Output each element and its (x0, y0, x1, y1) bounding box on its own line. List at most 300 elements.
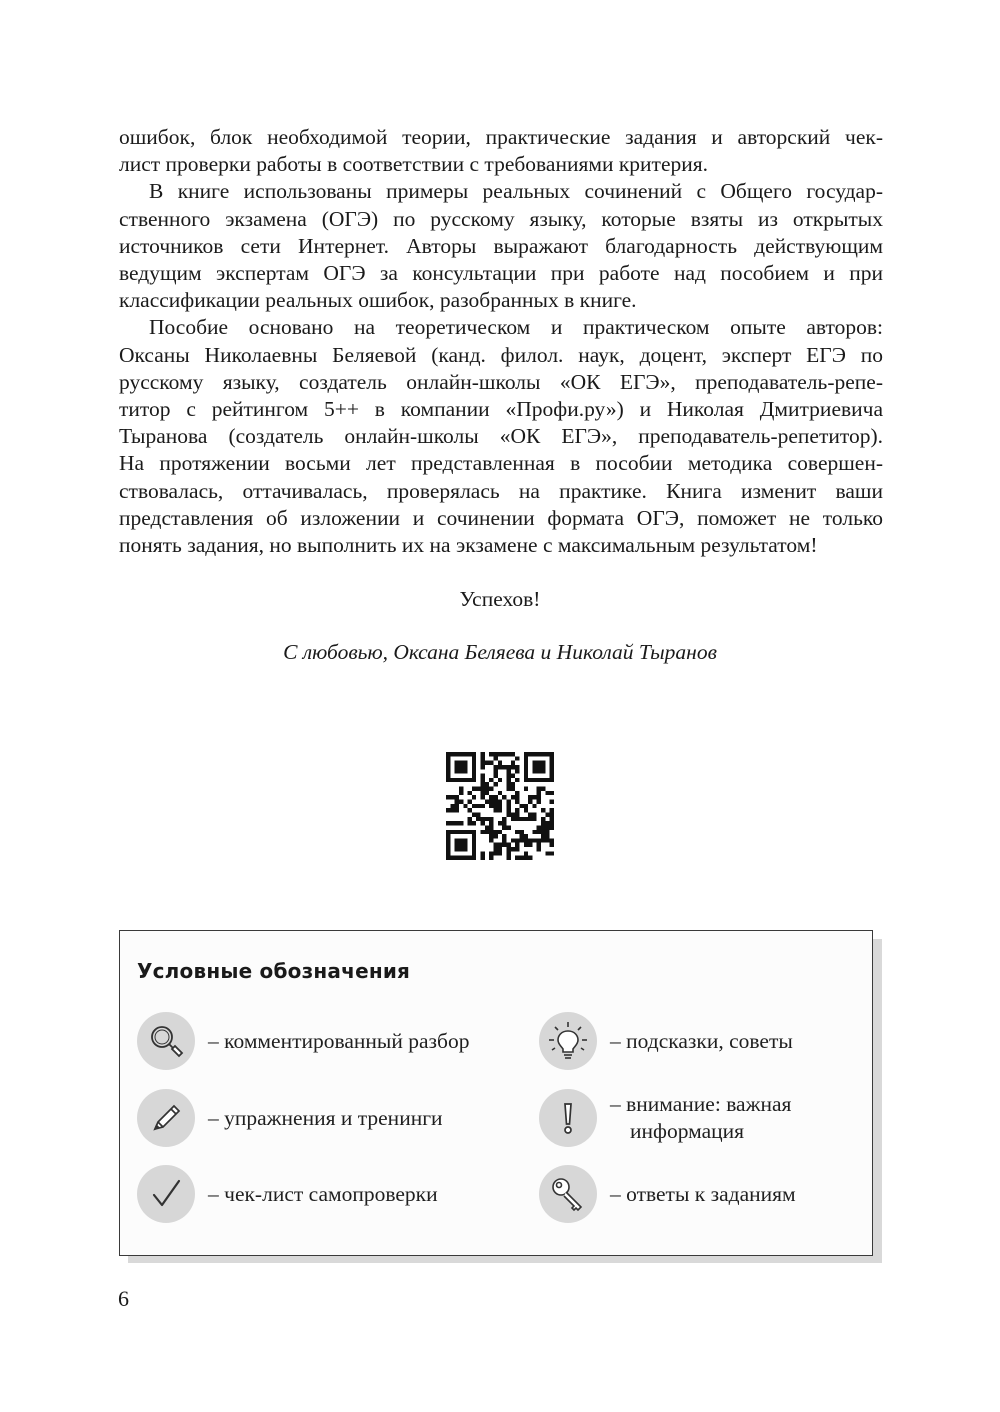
qr-module (506, 752, 510, 756)
qr-module (468, 778, 472, 782)
qr-module (515, 817, 519, 821)
qr-module (472, 821, 476, 825)
legend-item-exercises (137, 1089, 443, 1147)
qr-module (489, 761, 493, 765)
qr-module (528, 843, 532, 847)
qr-module (472, 856, 476, 860)
qr-module (446, 769, 450, 773)
qr-module (506, 856, 510, 860)
qr-module (524, 838, 528, 842)
qr-module (472, 756, 476, 760)
qr-module (468, 830, 472, 834)
qr-module (502, 825, 506, 829)
qr-module (494, 843, 498, 847)
qr-module (532, 769, 536, 773)
signature: С любовью, Оксана Беляева и Николай Тыранов (283, 640, 717, 664)
qr-module (519, 834, 523, 838)
qr-module (463, 804, 467, 808)
qr-module (485, 787, 489, 791)
qr-module (472, 778, 476, 782)
qr-module (446, 752, 450, 756)
qr-module (455, 808, 459, 812)
qr-module (472, 847, 476, 851)
qr-module (498, 800, 502, 804)
qr-module (455, 752, 459, 756)
qr-module (532, 817, 536, 821)
qr-module (455, 847, 459, 851)
qr-module (459, 778, 463, 782)
legend-item-attention (539, 1089, 791, 1147)
qr-module (541, 761, 545, 765)
text-line: лист проверки работы в соответствии с требованиями критерия. (119, 152, 709, 177)
qr-module (545, 851, 549, 855)
qr-module (455, 765, 459, 769)
qr-module (489, 830, 493, 834)
qr-module (524, 808, 528, 812)
qr-module (459, 800, 463, 804)
qr-module (545, 752, 549, 756)
qr-module (532, 761, 536, 765)
qr-module (502, 795, 506, 799)
qr-module (446, 838, 450, 842)
qr-module (472, 787, 476, 791)
qr-module (541, 838, 545, 842)
qr-module (524, 851, 528, 855)
qr-module (463, 856, 467, 860)
text-line: классификации реальных ошибок, разобранных в книге. (119, 288, 637, 313)
qr-module (506, 812, 510, 816)
qr-module (494, 795, 498, 799)
qr-module (468, 800, 472, 804)
qr-module (446, 851, 450, 855)
qr-module (459, 856, 463, 860)
qr-module (550, 778, 554, 782)
qr-module (455, 843, 459, 847)
qr-module (515, 847, 519, 851)
qr-module (511, 787, 515, 791)
qr-module (528, 838, 532, 842)
legend-title: Условные обозначения (137, 959, 411, 983)
qr-module (511, 761, 515, 765)
qr-module (537, 769, 541, 773)
qr-module (498, 778, 502, 782)
qr-module (472, 804, 476, 808)
qr-module (455, 795, 459, 799)
qr-module (545, 791, 549, 795)
qr-module (550, 800, 554, 804)
qr-module (446, 765, 450, 769)
qr-module (515, 791, 519, 795)
qr-module (455, 856, 459, 860)
legend-label: – чек-лист самопроверки (208, 1181, 438, 1206)
qr-module (489, 752, 493, 756)
legend-label: – подсказки, советы (610, 1028, 793, 1053)
qr-module (446, 834, 450, 838)
qr-module (537, 761, 541, 765)
qr-module (502, 843, 506, 847)
qr-module (481, 804, 485, 808)
text-line: ственного экзамена (ОГЭ) по русскому языку, которые взяты из открытых (119, 206, 883, 231)
qr-module (494, 752, 498, 756)
qr-module (494, 765, 498, 769)
farewell: Успехов! (459, 587, 541, 611)
qr-module (537, 838, 541, 842)
qr-module (455, 804, 459, 808)
qr-module (459, 843, 463, 847)
qr-module (541, 834, 545, 838)
qr-module (455, 838, 459, 842)
qr-module (519, 838, 523, 842)
qr-module (476, 787, 480, 791)
qr-module (476, 817, 480, 821)
qr-module (463, 769, 467, 773)
qr-module (494, 782, 498, 786)
qr-module (515, 808, 519, 812)
qr-module (537, 825, 541, 829)
lightbulb-icon (539, 1012, 597, 1070)
qr-module (550, 774, 554, 778)
qr-module (455, 830, 459, 834)
qr-module (450, 808, 454, 812)
qr-module (489, 795, 493, 799)
qr-module (463, 847, 467, 851)
qr-module (502, 752, 506, 756)
qr-module (537, 795, 541, 799)
qr-module (489, 817, 493, 821)
qr-module (524, 843, 528, 847)
qr-module (511, 812, 515, 816)
qr-module (511, 847, 515, 851)
qr-module (502, 821, 506, 825)
qr-module (459, 787, 463, 791)
qr-module (459, 765, 463, 769)
qr-module (550, 791, 554, 795)
qr-module (541, 825, 545, 829)
qr-module (472, 795, 476, 799)
qr-module (506, 774, 510, 778)
qr-module (524, 761, 528, 765)
qr-module (550, 756, 554, 760)
qr-module (519, 830, 523, 834)
qr-module (468, 808, 472, 812)
legend-label-line-1: – внимание: важная (610, 1092, 792, 1116)
qr-module (498, 830, 502, 834)
qr-module (455, 800, 459, 804)
qr-module (524, 756, 528, 760)
key-icon (539, 1165, 597, 1223)
qr-module (550, 812, 554, 816)
qr-module (541, 817, 545, 821)
qr-module (506, 847, 510, 851)
qr-module (550, 769, 554, 773)
qr-module (498, 847, 502, 851)
qr-module (537, 830, 541, 834)
qr-module (455, 769, 459, 773)
qr-module (528, 800, 532, 804)
qr-module (515, 812, 519, 816)
qr-module (472, 834, 476, 838)
qr-module (506, 843, 510, 847)
qr-module (541, 778, 545, 782)
qr-module (468, 752, 472, 756)
qr-module (485, 825, 489, 829)
qr-module (485, 791, 489, 795)
qr-module (489, 778, 493, 782)
qr-module (446, 761, 450, 765)
qr-module (446, 843, 450, 847)
qr-module (545, 778, 549, 782)
qr-module (446, 795, 450, 799)
qr-module (472, 761, 476, 765)
qr-module (489, 825, 493, 829)
qr-module (446, 821, 450, 825)
legend-label: – комментированный разбор (208, 1028, 470, 1053)
qr-code[interactable] (446, 752, 554, 860)
qr-module (489, 804, 493, 808)
qr-module (468, 856, 472, 860)
qr-module (524, 787, 528, 791)
qr-module (481, 856, 485, 860)
qr-module (494, 834, 498, 838)
qr-module (528, 817, 532, 821)
qr-module (550, 851, 554, 855)
qr-module (545, 821, 549, 825)
qr-module (506, 782, 510, 786)
text-line: представления об изложении и сочинении формата ОГЭ, поможет не только (119, 505, 883, 530)
qr-module (506, 808, 510, 812)
qr-module (494, 808, 498, 812)
qr-module (481, 795, 485, 799)
legend-label-line-2: информация (630, 1119, 745, 1143)
qr-module (528, 812, 532, 816)
qr-module (528, 795, 532, 799)
qr-module (468, 791, 472, 795)
qr-module (463, 761, 467, 765)
qr-module (550, 752, 554, 756)
text-line: На протяжении восьми лет представленная в пособии методика совершен- (119, 451, 883, 476)
qr-module (494, 800, 498, 804)
qr-module (515, 769, 519, 773)
qr-module (472, 812, 476, 816)
qr-module (472, 838, 476, 842)
page-number: 6 (118, 1286, 129, 1311)
text-line: В книге использованы примеры реальных сочинений с Общего государ- (149, 179, 883, 204)
qr-module (472, 769, 476, 773)
magnifier-icon (137, 1012, 195, 1070)
qr-module (446, 856, 450, 860)
qr-module (472, 752, 476, 756)
qr-module (515, 856, 519, 860)
qr-module (532, 752, 536, 756)
text-line: ствовалась, оттачивалась, проверялась на практике. Книга изменит ваши (119, 478, 883, 503)
qr-module (446, 778, 450, 782)
qr-module (498, 851, 502, 855)
qr-module (545, 825, 549, 829)
body-text (119, 124, 883, 559)
text-line: понять задания, но выполнить их на экзамене с максимальным результатом! (119, 533, 818, 558)
qr-module (450, 795, 454, 799)
qr-module (481, 782, 485, 786)
legend-box (119, 930, 873, 1256)
qr-module (463, 838, 467, 842)
qr-module (502, 838, 506, 842)
qr-module (468, 821, 472, 825)
qr-module (511, 774, 515, 778)
qr-module (481, 778, 485, 782)
qr-module (537, 800, 541, 804)
qr-module (506, 769, 510, 773)
qr-module (481, 830, 485, 834)
qr-module (511, 795, 515, 799)
qr-module (476, 812, 480, 816)
qr-module (450, 830, 454, 834)
qr-module (446, 774, 450, 778)
qr-module (450, 856, 454, 860)
qr-module (459, 830, 463, 834)
qr-module (528, 778, 532, 782)
qr-module (450, 752, 454, 756)
qr-module (537, 843, 541, 847)
qr-module (537, 752, 541, 756)
qr-module (550, 808, 554, 812)
qr-module (459, 847, 463, 851)
qr-module (485, 782, 489, 786)
qr-module (472, 774, 476, 778)
text-line: Пособие основано на теоретическом и практическом опыте авторов: (149, 315, 883, 340)
legend-label: – ответы к заданиям (610, 1181, 796, 1206)
qr-module (494, 769, 498, 773)
qr-module (532, 830, 536, 834)
qr-module (446, 847, 450, 851)
qr-module (511, 817, 515, 821)
qr-module (532, 795, 536, 799)
qr-module (485, 800, 489, 804)
qr-module (459, 752, 463, 756)
qr-module (537, 791, 541, 795)
qr-module (524, 769, 528, 773)
qr-module (515, 778, 519, 782)
qr-module (476, 804, 480, 808)
qr-module (550, 761, 554, 765)
qr-module (446, 756, 450, 760)
qr-module (498, 804, 502, 808)
qr-module (485, 830, 489, 834)
qr-module (541, 769, 545, 773)
qr-module (450, 804, 454, 808)
qr-module (481, 774, 485, 778)
qr-module (481, 752, 485, 756)
qr-module (463, 752, 467, 756)
qr-module (524, 778, 528, 782)
qr-module (459, 838, 463, 842)
qr-module (489, 856, 493, 860)
qr-module (515, 843, 519, 847)
qr-module (550, 817, 554, 821)
qr-module (494, 847, 498, 851)
qr-module (541, 830, 545, 834)
qr-module (502, 765, 506, 769)
qr-module (541, 752, 545, 756)
qr-module (455, 778, 459, 782)
legend-item-answers (539, 1165, 796, 1223)
qr-module (511, 782, 515, 786)
legend-item-checklist (137, 1165, 438, 1223)
qr-module (502, 834, 506, 838)
qr-module (459, 821, 463, 825)
qr-module (519, 817, 523, 821)
qr-module (489, 787, 493, 791)
qr-module (468, 817, 472, 821)
qr-module (537, 847, 541, 851)
qr-module (494, 830, 498, 834)
qr-module (515, 838, 519, 842)
qr-module (545, 834, 549, 838)
qr-module (545, 838, 549, 842)
qr-module (545, 812, 549, 816)
pencil-icon (137, 1089, 195, 1147)
qr-module (489, 821, 493, 825)
qr-module (511, 752, 515, 756)
qr-module (489, 851, 493, 855)
qr-module (498, 808, 502, 812)
qr-module (506, 851, 510, 855)
qr-module (537, 787, 541, 791)
qr-module (524, 752, 528, 756)
qr-module (446, 808, 450, 812)
qr-module (489, 834, 493, 838)
qr-module (459, 769, 463, 773)
text-line: титор с рейтингом 5++ в компании «Профи.ру») и Николая Дмитриевича (119, 397, 883, 422)
qr-module (515, 756, 519, 760)
qr-module (550, 843, 554, 847)
qr-module (537, 778, 541, 782)
qr-module (528, 752, 532, 756)
qr-module (485, 817, 489, 821)
qr-module (489, 800, 493, 804)
qr-module (524, 834, 528, 838)
qr-module (515, 800, 519, 804)
qr-module (498, 791, 502, 795)
qr-module (498, 752, 502, 756)
qr-module (481, 756, 485, 760)
qr-module (511, 765, 515, 769)
qr-module (532, 778, 536, 782)
qr-module (450, 821, 454, 825)
qr-module (515, 795, 519, 799)
qr-module (528, 856, 532, 860)
qr-module (532, 812, 536, 816)
legend-item-commented-analysis (137, 1012, 469, 1070)
qr-module (541, 765, 545, 769)
qr-module (455, 821, 459, 825)
qr-module (481, 821, 485, 825)
qr-module (537, 765, 541, 769)
qr-module (524, 804, 528, 808)
qr-module (550, 765, 554, 769)
qr-module (481, 817, 485, 821)
qr-module (472, 765, 476, 769)
legend-label: – упражнения и тренинги (208, 1105, 443, 1130)
qr-module (494, 774, 498, 778)
qr-module (463, 830, 467, 834)
qr-module (524, 856, 528, 860)
text-line: источников сети Интернет. Авторы выражают благодарность действующим (119, 233, 883, 258)
qr-module (506, 800, 510, 804)
text-line: Оксаны Николаевны Беляевой (канд. филол. наук, доцент, эксперт ЕГЭ по (119, 342, 883, 367)
qr-module (506, 787, 510, 791)
qr-module (481, 851, 485, 855)
qr-module (481, 761, 485, 765)
